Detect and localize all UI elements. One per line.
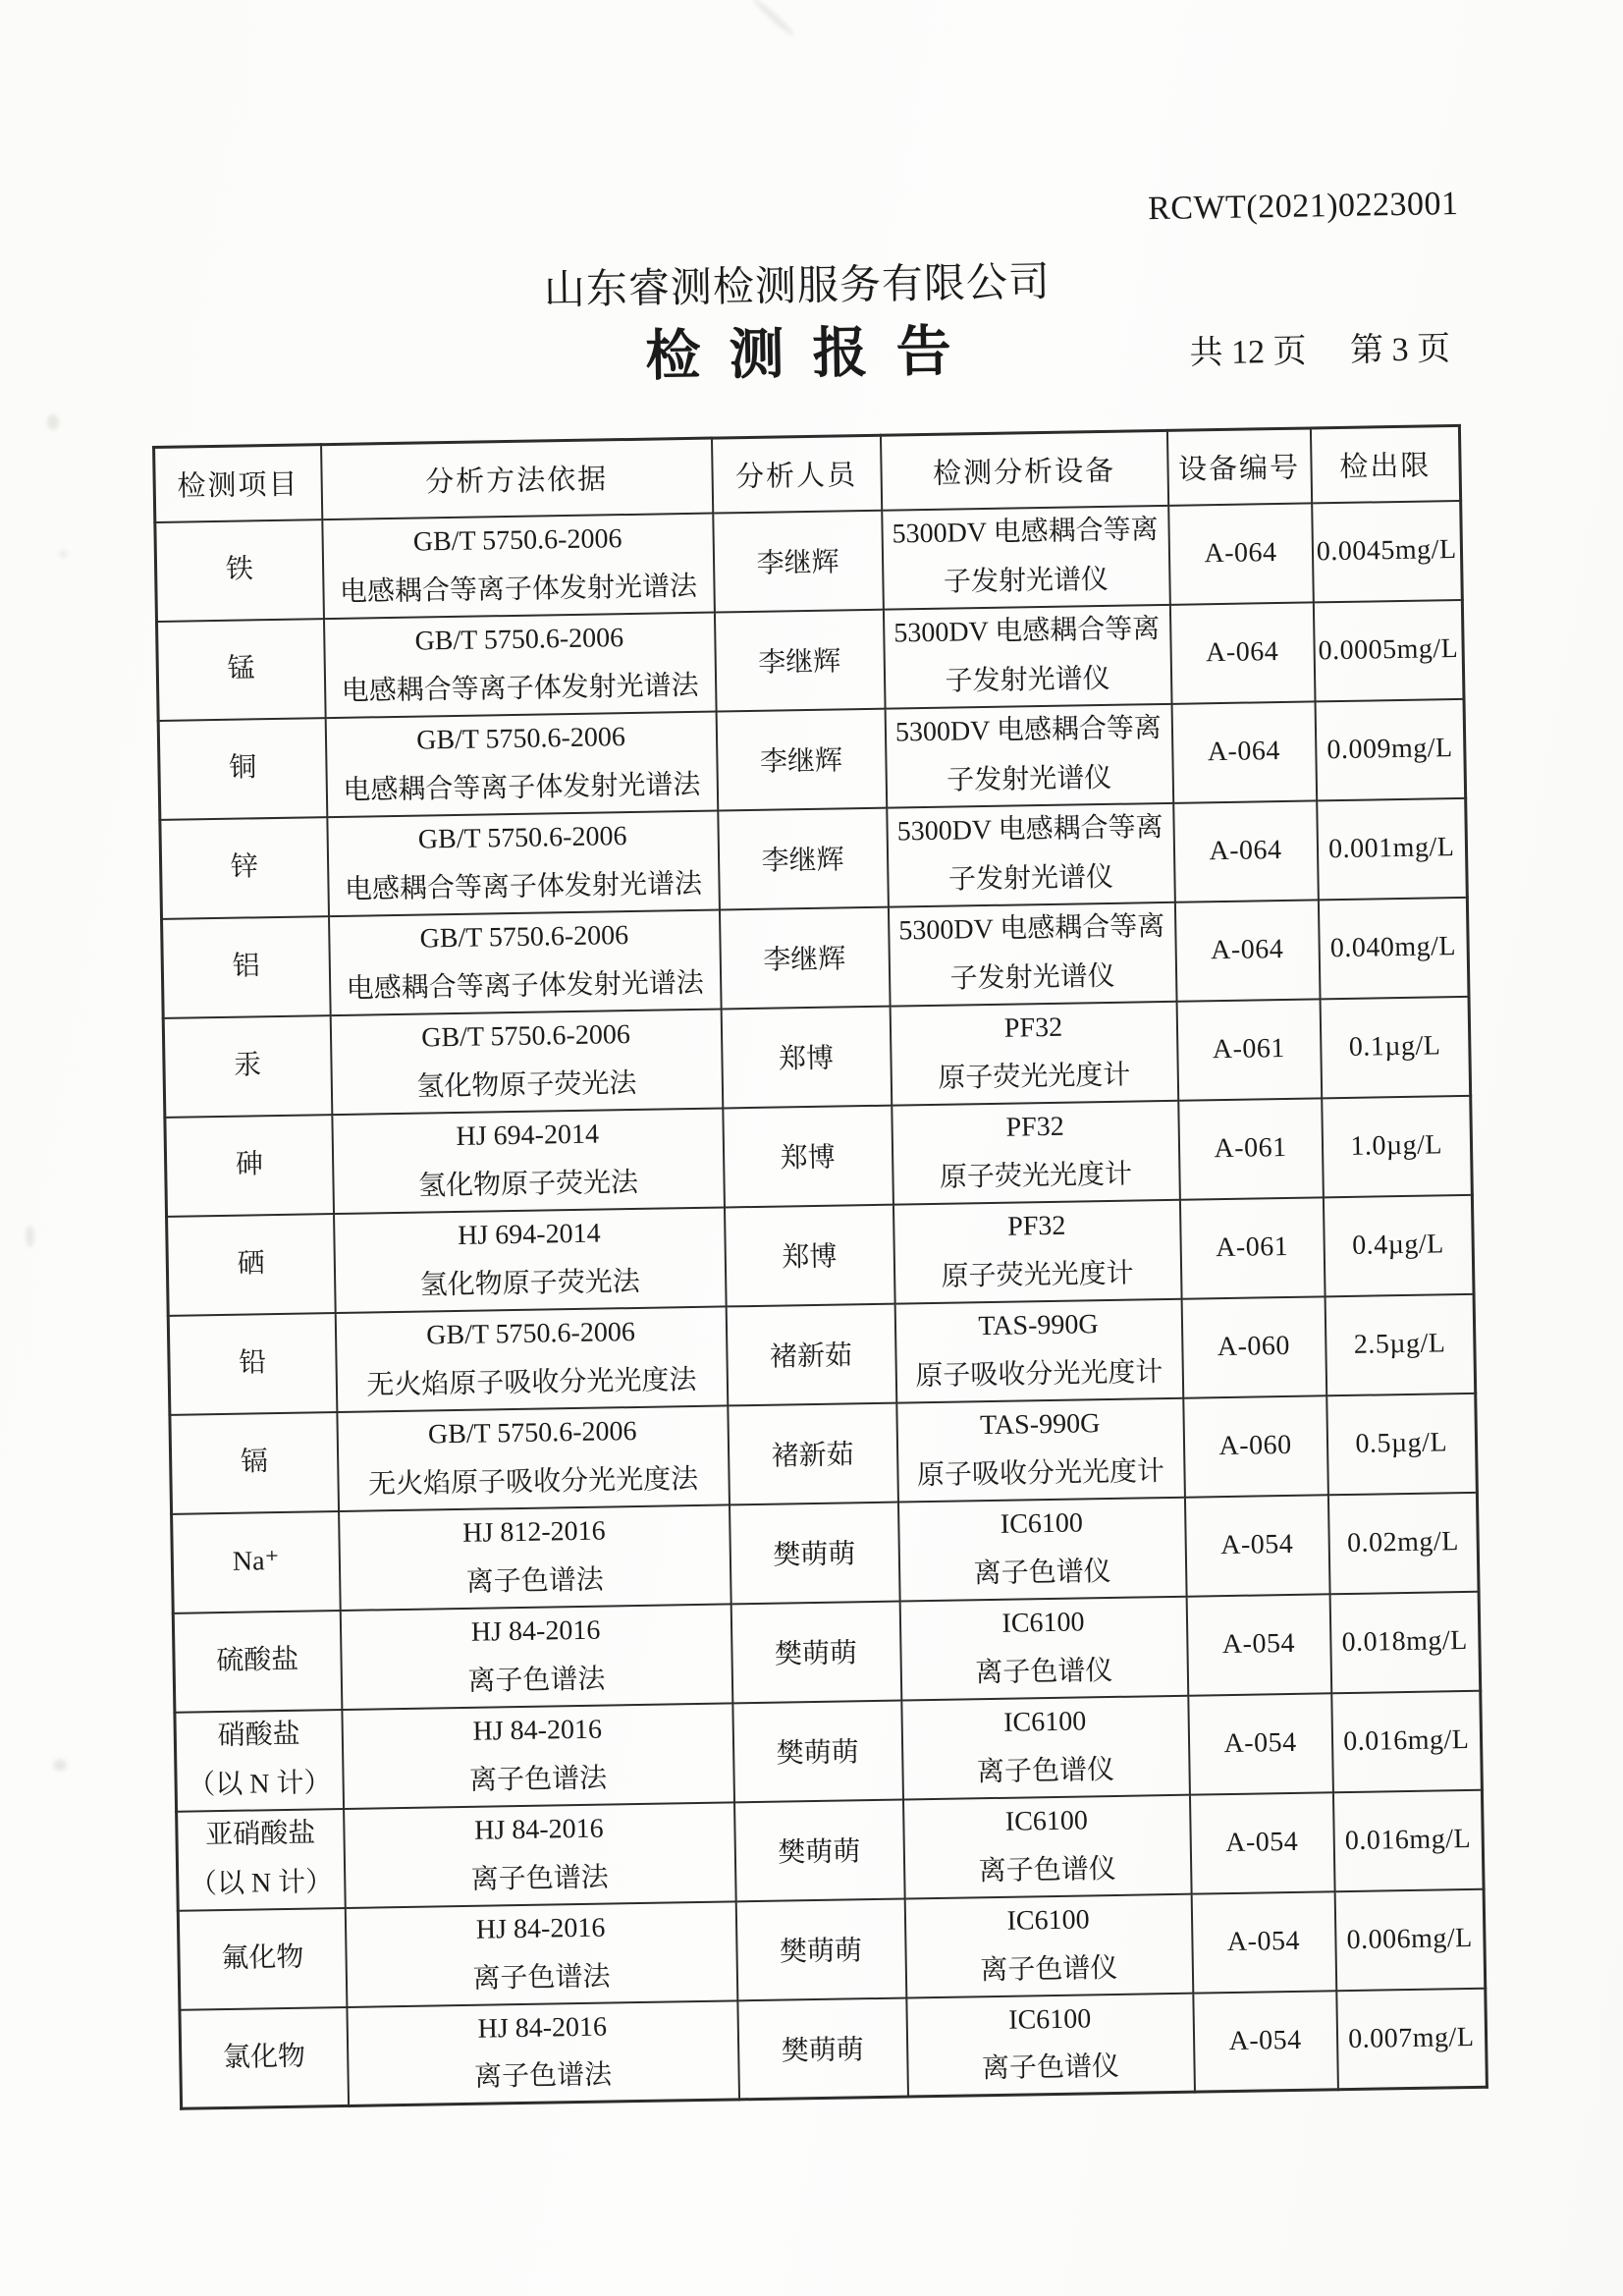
item-cell-line: 硒 bbox=[237, 1248, 265, 1280]
limit-cell: 0.001mg/L bbox=[1317, 797, 1468, 900]
limit-cell: 0.1µg/L bbox=[1320, 996, 1471, 1098]
device-no-cell: A-064 bbox=[1171, 701, 1317, 802]
header-equipment-no: 设备编号 bbox=[1166, 428, 1311, 505]
device-no-cell: A-064 bbox=[1169, 602, 1315, 703]
item-cell-line: Na⁺ bbox=[232, 1545, 280, 1577]
analyst-cell: 李继辉 bbox=[719, 906, 890, 1009]
device-cell-line: IC6100 bbox=[1004, 1805, 1089, 1838]
device-cell-line: PF32 bbox=[1005, 1112, 1064, 1144]
item-cell-line: 氟化物 bbox=[221, 1941, 304, 1974]
analyst-cell: 褚新茹 bbox=[728, 1402, 898, 1504]
device-cell bbox=[885, 703, 1173, 807]
company-name: 山东睿测检测服务有限公司 bbox=[543, 259, 1052, 314]
item-cell bbox=[172, 1511, 341, 1613]
item-cell-line: 铅 bbox=[239, 1347, 267, 1379]
device-cell bbox=[904, 1893, 1193, 1997]
method-cell-line: 离子色谱法 bbox=[467, 1664, 606, 1697]
method-cell bbox=[347, 2000, 739, 2106]
item-cell-line: 亚硝酸盐 bbox=[204, 1818, 316, 1851]
method-cell bbox=[344, 1802, 736, 1908]
test-methods-table bbox=[152, 424, 1488, 2110]
analyst-cell: 李继辉 bbox=[718, 807, 889, 909]
device-cell-line: IC6100 bbox=[1002, 1706, 1087, 1739]
method-cell bbox=[335, 1306, 728, 1412]
method-cell-line: 氢化物原子荧光法 bbox=[416, 1067, 637, 1103]
device-cell-line: PF32 bbox=[1007, 1211, 1066, 1243]
method-cell-line: HJ 84-2016 bbox=[473, 1813, 604, 1847]
method-cell-line: 电感耦合等离子体发射光谱法 bbox=[339, 571, 698, 608]
method-cell-line: HJ 812-2016 bbox=[461, 1515, 606, 1550]
device-no-cell: A-054 bbox=[1193, 1991, 1338, 2092]
item-cell-line: 硝酸盐 bbox=[217, 1720, 300, 1752]
item-cell bbox=[155, 519, 324, 622]
item-cell bbox=[178, 1907, 347, 2009]
device-cell bbox=[893, 1199, 1181, 1303]
device-no-cell: A-060 bbox=[1183, 1395, 1328, 1497]
device-cell-line: IC6100 bbox=[1001, 1607, 1085, 1640]
device-cell-line: 5300DV 电感耦合等离 bbox=[896, 812, 1163, 847]
device-no-cell: A-060 bbox=[1181, 1296, 1326, 1397]
method-cell-line: GB/T 5750.6-2006 bbox=[421, 1019, 631, 1054]
method-cell-line: 离子色谱法 bbox=[465, 1564, 604, 1598]
item-cell bbox=[158, 718, 327, 820]
device-cell bbox=[902, 1794, 1191, 1898]
device-cell-line: 5300DV 电感耦合等离 bbox=[892, 515, 1159, 550]
item-cell bbox=[163, 1015, 332, 1118]
method-cell-line: HJ 84-2016 bbox=[472, 1714, 603, 1748]
header-method-basis: 分析方法依据 bbox=[321, 438, 713, 519]
method-cell bbox=[339, 1504, 731, 1611]
method-cell-line: 离子色谱法 bbox=[468, 1763, 608, 1796]
method-cell-line: GB/T 5750.6-2006 bbox=[415, 722, 626, 756]
analyst-cell: 樊萌萌 bbox=[730, 1601, 901, 1703]
device-cell-line: 子发射光谱仪 bbox=[945, 663, 1110, 697]
item-cell-line: 铜 bbox=[228, 752, 257, 784]
limit-cell: 0.016mg/L bbox=[1331, 1690, 1483, 1792]
method-cell bbox=[325, 711, 718, 817]
device-cell-line: 离子色谱仪 bbox=[973, 1556, 1111, 1589]
total-pages: 共 12 页 bbox=[1189, 333, 1307, 372]
device-cell bbox=[901, 1695, 1190, 1799]
device-cell-line: 离子色谱仪 bbox=[975, 1655, 1113, 1688]
method-cell bbox=[322, 513, 715, 619]
method-cell-line: GB/T 5750.6-2006 bbox=[414, 623, 624, 657]
header-analyst: 分析人员 bbox=[711, 435, 881, 513]
item-cell-line: 汞 bbox=[233, 1050, 262, 1081]
method-cell-line: HJ 84-2016 bbox=[475, 1912, 606, 1946]
analyst-cell: 樊萌萌 bbox=[737, 1997, 908, 2100]
device-cell-line: 子发射光谱仪 bbox=[947, 861, 1114, 896]
method-cell-line: 电感耦合等离子体发射光谱法 bbox=[344, 868, 703, 905]
header-detection-limit: 检出限 bbox=[1310, 425, 1460, 503]
device-cell bbox=[894, 1298, 1183, 1402]
device-cell-line: 离子色谱仪 bbox=[981, 2051, 1120, 2085]
device-cell-line: 5300DV 电感耦合等离 bbox=[898, 911, 1165, 947]
analyst-cell: 郑博 bbox=[721, 1006, 892, 1108]
limit-cell: 0.018mg/L bbox=[1329, 1591, 1481, 1693]
method-cell-line: 离子色谱法 bbox=[470, 1862, 610, 1895]
analyst-cell: 郑博 bbox=[723, 1105, 893, 1207]
item-cell bbox=[175, 1710, 344, 1812]
analyst-cell: 郑博 bbox=[724, 1204, 894, 1306]
analyst-cell: 李继辉 bbox=[716, 708, 887, 810]
item-cell-line: （以 N 计） bbox=[189, 1866, 334, 1900]
device-cell-line: 原子吸收分光光度计 bbox=[916, 1455, 1165, 1491]
item-cell bbox=[162, 916, 331, 1018]
item-cell bbox=[168, 1313, 337, 1415]
device-no-cell: A-054 bbox=[1188, 1693, 1333, 1794]
item-cell-line: 镉 bbox=[240, 1447, 269, 1478]
item-cell bbox=[173, 1611, 342, 1713]
item-cell-line: 铁 bbox=[225, 554, 254, 585]
method-cell bbox=[332, 1108, 725, 1214]
method-cell bbox=[323, 612, 716, 718]
method-cell-line: 电感耦合等离子体发射光谱法 bbox=[346, 967, 704, 1005]
method-cell-line: 电感耦合等离子体发射光谱法 bbox=[341, 670, 699, 707]
method-cell-line: GB/T 5750.6-2006 bbox=[427, 1416, 637, 1450]
item-cell-line: 锰 bbox=[227, 653, 255, 684]
limit-cell: 0.007mg/L bbox=[1336, 1988, 1488, 2090]
device-no-cell: A-064 bbox=[1168, 503, 1314, 604]
method-cell-line: HJ 84-2016 bbox=[470, 1614, 601, 1649]
method-cell-line: GB/T 5750.6-2006 bbox=[419, 920, 629, 955]
analyst-cell: 李继辉 bbox=[714, 609, 885, 711]
device-cell-line: 原子荧光光度计 bbox=[938, 1060, 1131, 1094]
header-test-item: 检测项目 bbox=[154, 445, 322, 522]
device-cell bbox=[883, 604, 1171, 708]
method-cell-line: 氢化物原子荧光法 bbox=[419, 1266, 640, 1301]
device-no-cell: A-054 bbox=[1184, 1495, 1329, 1596]
limit-cell: 1.0µg/L bbox=[1322, 1095, 1473, 1197]
device-cell bbox=[882, 505, 1170, 609]
device-cell-line: IC6100 bbox=[1007, 2003, 1092, 2036]
method-cell bbox=[342, 1703, 734, 1809]
device-no-cell: A-054 bbox=[1186, 1594, 1331, 1695]
analyst-cell: 樊萌萌 bbox=[735, 1898, 906, 2000]
limit-cell: 0.5µg/L bbox=[1326, 1393, 1478, 1495]
table-row bbox=[180, 1988, 1487, 2108]
analyst-cell: 李继辉 bbox=[713, 510, 884, 612]
limit-cell: 0.4µg/L bbox=[1323, 1194, 1474, 1296]
device-no-cell: A-064 bbox=[1173, 800, 1319, 902]
device-no-cell: A-054 bbox=[1189, 1792, 1334, 1893]
limit-cell: 0.040mg/L bbox=[1318, 897, 1469, 999]
method-cell-line: 电感耦合等离子体发射光谱法 bbox=[343, 769, 701, 806]
method-cell bbox=[328, 909, 721, 1015]
device-cell bbox=[890, 1001, 1178, 1105]
device-cell-line: 原子荧光光度计 bbox=[941, 1258, 1134, 1292]
method-cell-line: HJ 694-2014 bbox=[457, 1218, 601, 1252]
device-cell-line: 子发射光谱仪 bbox=[947, 762, 1112, 796]
method-cell-line: 氢化物原子荧光法 bbox=[417, 1167, 639, 1202]
device-cell-line: PF32 bbox=[1003, 1012, 1063, 1045]
method-cell-line: 无火焰原子吸收分光光度法 bbox=[366, 1364, 697, 1401]
device-cell-line: IC6100 bbox=[1000, 1507, 1084, 1541]
item-cell bbox=[180, 2006, 349, 2108]
device-cell-line: 离子色谱仪 bbox=[978, 1853, 1116, 1886]
limit-cell: 0.0005mg/L bbox=[1313, 599, 1464, 701]
device-cell-line: 离子色谱仪 bbox=[980, 1952, 1118, 1986]
device-cell-line: 5300DV 电感耦合等离 bbox=[894, 713, 1163, 748]
method-cell bbox=[337, 1405, 730, 1511]
device-no-cell: A-054 bbox=[1191, 1891, 1336, 1993]
limit-cell: 0.02mg/L bbox=[1327, 1492, 1479, 1594]
device-cell bbox=[897, 1497, 1186, 1601]
method-cell-line: 离子色谱法 bbox=[472, 1961, 611, 1995]
method-cell-line: HJ 694-2014 bbox=[456, 1119, 600, 1153]
item-cell bbox=[170, 1412, 339, 1514]
limit-cell: 0.0045mg/L bbox=[1312, 500, 1463, 602]
method-cell bbox=[330, 1009, 723, 1115]
device-cell-line: 子发射光谱仪 bbox=[949, 960, 1115, 995]
report-title: 检测报告 bbox=[644, 321, 981, 388]
analyst-cell: 樊萌萌 bbox=[734, 1799, 905, 1901]
item-cell bbox=[156, 619, 325, 721]
method-cell bbox=[334, 1207, 727, 1313]
device-cell bbox=[896, 1397, 1185, 1502]
device-cell-line: 原子荧光光度计 bbox=[939, 1159, 1133, 1193]
analyst-cell: 褚新茹 bbox=[726, 1303, 896, 1405]
device-no-cell: A-061 bbox=[1179, 1197, 1325, 1298]
page-info bbox=[1189, 321, 1485, 374]
method-cell-line: GB/T 5750.6-2006 bbox=[412, 523, 622, 558]
method-cell bbox=[345, 1901, 737, 2007]
limit-cell: 2.5µg/L bbox=[1325, 1293, 1476, 1395]
device-cell-line: IC6100 bbox=[1006, 1904, 1090, 1938]
item-cell bbox=[167, 1214, 336, 1316]
device-cell-line: TAS-990G bbox=[978, 1309, 1099, 1342]
header-equipment: 检测分析设备 bbox=[880, 430, 1167, 510]
item-cell-line: 砷 bbox=[235, 1149, 264, 1180]
limit-cell: 0.009mg/L bbox=[1315, 698, 1466, 800]
device-cell-line: 子发射光谱仪 bbox=[943, 564, 1109, 598]
device-no-cell: A-061 bbox=[1176, 999, 1322, 1100]
item-cell-line: 氯化物 bbox=[222, 2041, 306, 2073]
item-cell-line: 锌 bbox=[230, 851, 259, 883]
device-no-cell: A-061 bbox=[1178, 1098, 1324, 1199]
current-page: 第 3 页 bbox=[1349, 331, 1451, 369]
item-cell-line: 硫酸盐 bbox=[216, 1644, 299, 1677]
device-cell-line: TAS-990G bbox=[979, 1408, 1101, 1442]
method-cell bbox=[327, 810, 720, 916]
device-cell-line: 原子吸收分光光度计 bbox=[915, 1356, 1163, 1392]
analyst-cell: 樊萌萌 bbox=[732, 1700, 903, 1802]
device-cell bbox=[906, 1993, 1195, 2097]
method-cell-line: GB/T 5750.6-2006 bbox=[417, 821, 627, 855]
device-cell bbox=[892, 1100, 1180, 1204]
method-cell-line: GB/T 5750.6-2006 bbox=[426, 1317, 636, 1351]
report-number: RCWT(2021)0223001 bbox=[1147, 185, 1459, 228]
device-cell-line: 5300DV 电感耦合等离 bbox=[893, 614, 1161, 649]
device-cell bbox=[887, 802, 1175, 906]
limit-cell: 0.006mg/L bbox=[1334, 1888, 1486, 1991]
device-no-cell: A-064 bbox=[1174, 900, 1320, 1001]
item-cell bbox=[165, 1115, 334, 1217]
method-cell-line: 无火焰原子吸收分光光度法 bbox=[367, 1463, 699, 1501]
device-cell bbox=[888, 902, 1176, 1006]
method-cell-line: 离子色谱法 bbox=[473, 2059, 613, 2094]
analyst-cell: 樊萌萌 bbox=[729, 1502, 899, 1604]
item-cell bbox=[177, 1808, 346, 1910]
method-cell-line: HJ 84-2016 bbox=[477, 2011, 608, 2045]
item-cell bbox=[160, 817, 329, 919]
item-cell-line: （以 N 计） bbox=[188, 1767, 332, 1801]
method-cell bbox=[340, 1604, 732, 1710]
device-cell bbox=[899, 1596, 1188, 1700]
item-cell-line: 铝 bbox=[232, 951, 260, 982]
device-cell-line: 离子色谱仪 bbox=[976, 1754, 1115, 1787]
limit-cell: 0.016mg/L bbox=[1332, 1789, 1484, 1891]
